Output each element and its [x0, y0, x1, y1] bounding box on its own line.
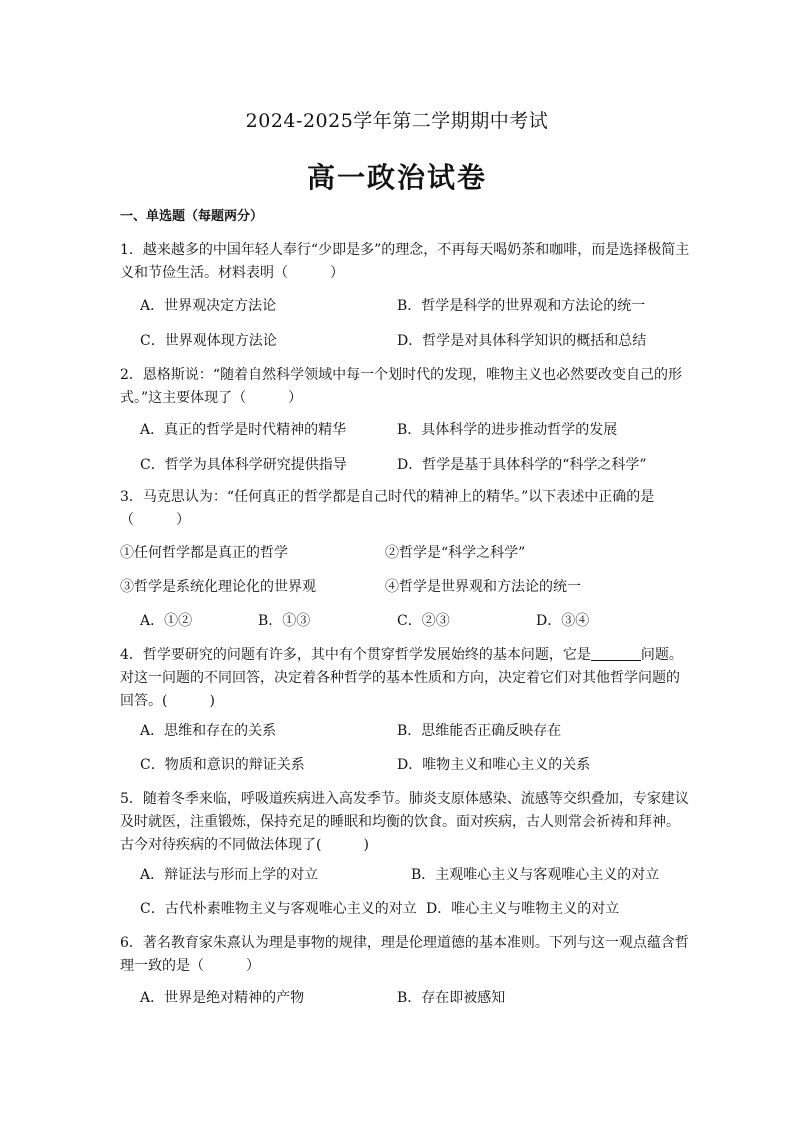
question-4-option-c: C．物质和意识的辩证关系: [140, 757, 305, 773]
question-5-option-c: C．古代朴素唯物主义与客观唯心主义的对立: [140, 901, 417, 917]
question-2-option-b: B．具体科学的进步推动哲学的发展: [397, 422, 618, 438]
question-3-statement-4: ④哲学是世界观和方法论的统一: [385, 579, 581, 595]
question-2-option-d: D．哲学是基于具体科学的“科学之科学”: [397, 457, 647, 473]
question-2-option-c: C．哲学为具体科学研究提供指导: [140, 457, 347, 473]
question-5-stem: 5．随着冬季来临，呼吸道疾病进入高发季节。肺炎支原体感染、流感等交织叠加，专家建议及时就医，注重锻炼，保持充足的睡眠和均衡的饮食。面对疾病，古人则常会祈祷和拜神。古今对待疾病的不同做法体现了( ): [120, 791, 689, 853]
question-2-option-a: A．真正的哲学是时代精神的精华: [140, 422, 347, 438]
question-3-option-a: A．①②: [140, 613, 193, 629]
question-5-option-a: A．辩证法与形而上学的对立: [140, 867, 319, 883]
question-5-option-d: D．唯心主义与唯物主义的对立: [426, 901, 620, 917]
question-3-stem: 3．马克思认为：“任何真正的哲学都是自己时代的精神上的精华。”以下表述中正确的是（ ）: [120, 489, 655, 528]
question-6-stem: 6．著名教育家朱熹认为理是事物的规律，理是伦理道德的基本准则。下列与这一观点蕴含哲理一致的是（ ）: [120, 935, 689, 974]
question-5-option-b: B．主观唯心主义与客观唯心主义的对立: [411, 867, 660, 883]
question-1-option-d: D．哲学是对具体科学知识的概括和总结: [397, 333, 647, 349]
question-4-option-d: D．唯物主义和唯心主义的关系: [397, 757, 591, 773]
section-heading: 一、单选题（每题两分）: [120, 209, 264, 224]
question-4-stem-part-1: 4．哲学要研究的问题有许多，其中有个贯穿哲学发展始终的基本问题，它是: [120, 647, 591, 663]
question-3-option-b: B．①③: [258, 613, 311, 629]
question-3-statement-2: ②哲学是“科学之科学”: [385, 545, 526, 561]
question-6-option-a: A．世界是绝对精神的产物: [140, 990, 305, 1006]
question-4-stem: [120, 644, 692, 713]
question-6-option-b: B．存在即被感知: [397, 990, 506, 1006]
question-2-stem: 2．恩格斯说：“随着自然科学领域中每一个划时代的发现，唯物主义也必然要改变自己的形式。”这主要体现了（ ）: [120, 367, 683, 406]
question-3-option-d: D．③④: [536, 613, 590, 629]
exam-year-heading: 2024-2025学年第二学期期中考试: [245, 110, 549, 132]
answer-blank: [591, 646, 641, 661]
question-1-stem: 1．越来越多的中国年轻人奉行“少即是多”的理念，不再每天喝奶茶和咖啡，而是选择极简主义和节俭生活。材料表明（ ）: [120, 242, 690, 281]
exam-title: 高一政治试卷: [306, 161, 487, 194]
question-3-option-c: C．②③: [397, 613, 450, 629]
question-4-option-a: A．思维和存在的关系: [140, 723, 277, 739]
question-3-statement-3: ③哲学是系统化理论化的世界观: [120, 579, 316, 595]
question-1-option-c: C．世界观体现方法论: [140, 333, 277, 349]
question-4-option-b: B．思维能否正确反映存在: [397, 723, 562, 739]
question-1-option-a: A．世界观决定方法论: [140, 298, 277, 314]
question-3-statement-1: ①任何哲学都是真正的哲学: [120, 545, 288, 561]
question-1-option-b: B．哲学是科学的世界观和方法论的统一: [397, 298, 646, 314]
question-4-stem-part-2: 问题。对这一问题的不同回答，决定着各种哲学的基本性质和方向，决定着它们对其他哲学问题的回答。( ): [120, 647, 683, 709]
